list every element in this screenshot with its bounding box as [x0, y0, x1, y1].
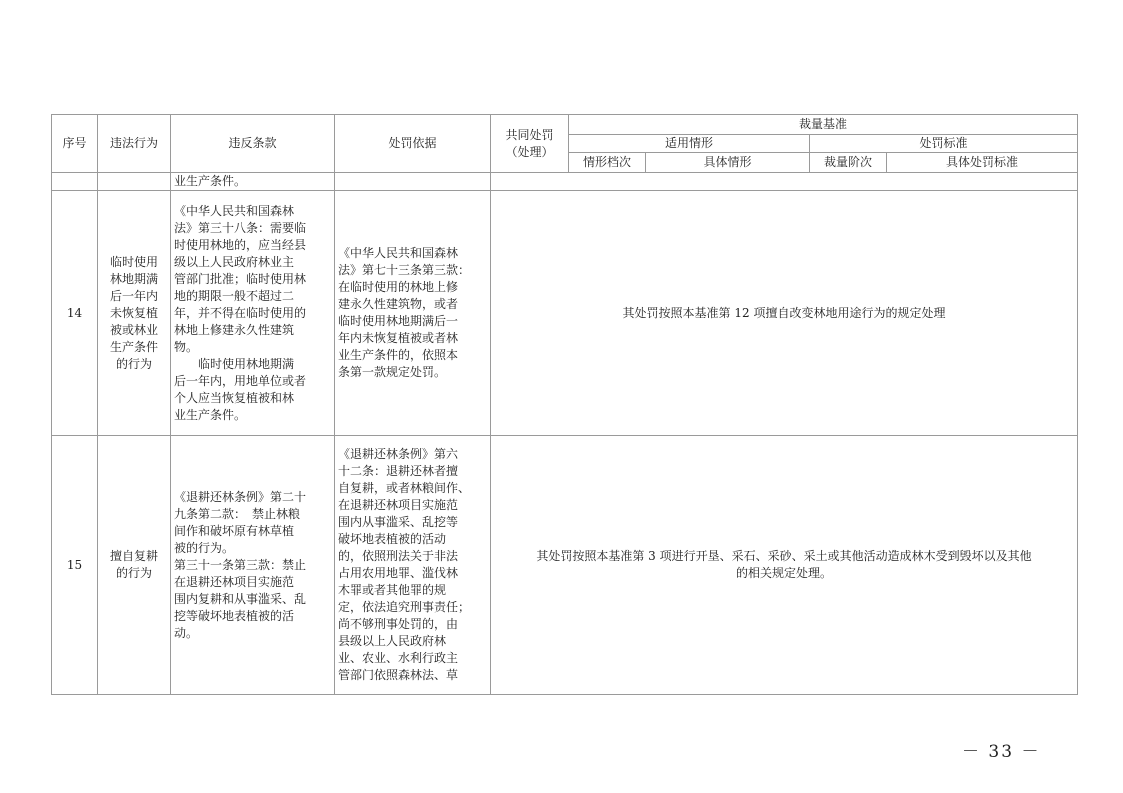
header-basis: 处罚依据 [335, 115, 491, 173]
header-discretion: 裁量基准 [569, 115, 1078, 135]
header-level: 情形档次 [569, 153, 646, 173]
header-situation: 适用情形 [569, 135, 810, 153]
header-common-penalty: 共同处罚 （处理） [491, 115, 569, 173]
row-penalty: 其处罚按照本基准第 12 项擅自改变林地用途行为的规定处理 [491, 191, 1078, 436]
header-step: 裁量阶次 [810, 153, 887, 173]
header-behavior: 违法行为 [98, 115, 171, 173]
header-specific: 具体情形 [646, 153, 810, 173]
row-seq [52, 173, 98, 191]
header-seq: 序号 [52, 115, 98, 173]
table-row [52, 436, 1078, 695]
penalty-standard-table [51, 114, 1078, 695]
row-behavior: 临时使用 林地期满 后一年内 未恢复植 被或林业 生产条件 的行为 [98, 191, 171, 436]
page-number: － 33 － [962, 742, 1041, 762]
row-seq: 15 [52, 436, 98, 695]
row-clause: 业生产条件。 [171, 173, 335, 191]
header-clause: 违反条款 [171, 115, 335, 173]
header-row-1 [52, 115, 1078, 135]
table-row [52, 173, 1078, 191]
row-behavior: 擅自复耕 的行为 [98, 436, 171, 695]
row-penalty [491, 173, 1078, 191]
header-specific-standard: 具体处罚标准 [887, 153, 1078, 173]
row-basis: 《中华人民共和国森林 法》第七十三条第三款： 在临时使用的林地上修 建永久性建筑物，或者 临时使用林地期满后一 年内未恢复植被或者林 业生产条件的，依照本 条第一款规定处罚。 [335, 191, 491, 436]
header-standard: 处罚标准 [810, 135, 1078, 153]
row-behavior [98, 173, 171, 191]
row-basis: 《退耕还林条例》第六 十二条：退耕还林者擅 自复耕，或者林粮间作、 在退耕还林项目实施范 围内从事滥采、乱挖等 破坏地表植被的活动 的，依照刑法关于非法 占用农用地罪、滥伐林 木罪或者其他罪的规 定，依法追究刑事责任； 尚不够刑事处罚的，由 县级以上人民政府林 业、农业、水利行政主 管部门依照森林法、草 [335, 436, 491, 695]
table-row [52, 191, 1078, 436]
row-penalty: 其处罚按照本基准第 3 项进行开垦、采石、采砂、采土或其他活动造成林木受到毁坏以及其他 的相关规定处理。 [491, 436, 1078, 695]
row-seq: 14 [52, 191, 98, 436]
row-clause: 《退耕还林条例》第二十 九条第二款： 禁止林粮 间作和破坏原有林草植 被的行为。 第三十一条第三款：禁止 在退耕还林项目实施范 围内复耕和从事滥采、乱 挖等破坏地表植被的活 动。 [171, 436, 335, 695]
row-clause: 《中华人民共和国森林 法》第三十八条：需要临 时使用林地的，应当经县 级以上人民政府林业主 管部门批准；临时使用林 地的期限一般不超过二 年，并不得在临时使用的 林地上修建永久性建筑 物。 临时使用林地期满 后一年内，用地单位或者 个人应当恢复植被和林 业生产条件。 [171, 191, 335, 436]
row-basis [335, 173, 491, 191]
